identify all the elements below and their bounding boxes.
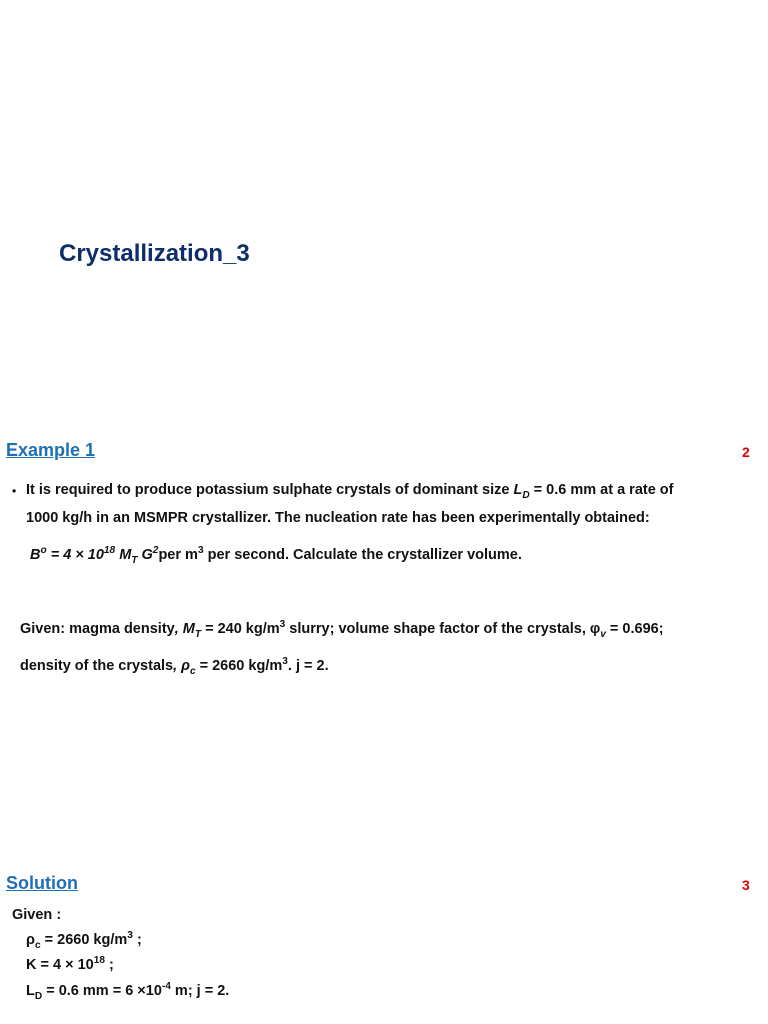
given-line-1: Given: magma density, $M_T = 240$ $kg/m^3$ slurry; volume shape factor of the crystals, $\varphi_v = 0.696$; <box>20 619 664 640</box>
page-number: 2 <box>742 444 750 460</box>
given-label: Given : <box>12 907 62 923</box>
page-number: 3 <box>742 877 750 893</box>
k-value: $K = 4 \times 10^{18}$ ; <box>26 955 114 973</box>
page-title: Crystallization_3 <box>59 240 250 267</box>
rho-c-value: $\rho_c = 2660$ $kg/m^3$ ; <box>26 930 142 951</box>
ld-value: $L_D = 0.6$ mm = $6 \times 10^{-4}$ m; j = 2. <box>26 981 230 1002</box>
problem-line-1: It is required to produce potassium sulphate crystals of dominant size $L_D = 0.6$ mm at a rate of <box>26 482 674 501</box>
problem-line-2: 1000 kg/h in an MSMPR crystallizer. The nucleation rate has been experimentally obtained: <box>26 510 650 526</box>
solution-heading[interactable]: Solution <box>6 873 78 893</box>
nucleation-equation: $B^o = 4 \times 10^{18}$ $M_T$ $G^2per$ $m^3$ per second. Calculate the crystallizer volume. <box>30 545 522 566</box>
bullet-icon: • <box>12 484 17 498</box>
example-heading[interactable]: Example 1 <box>6 440 96 460</box>
given-line-2: density of the crystals, $\rho_c = 2660$ $kg/m^3$. j = 2. <box>20 656 329 677</box>
